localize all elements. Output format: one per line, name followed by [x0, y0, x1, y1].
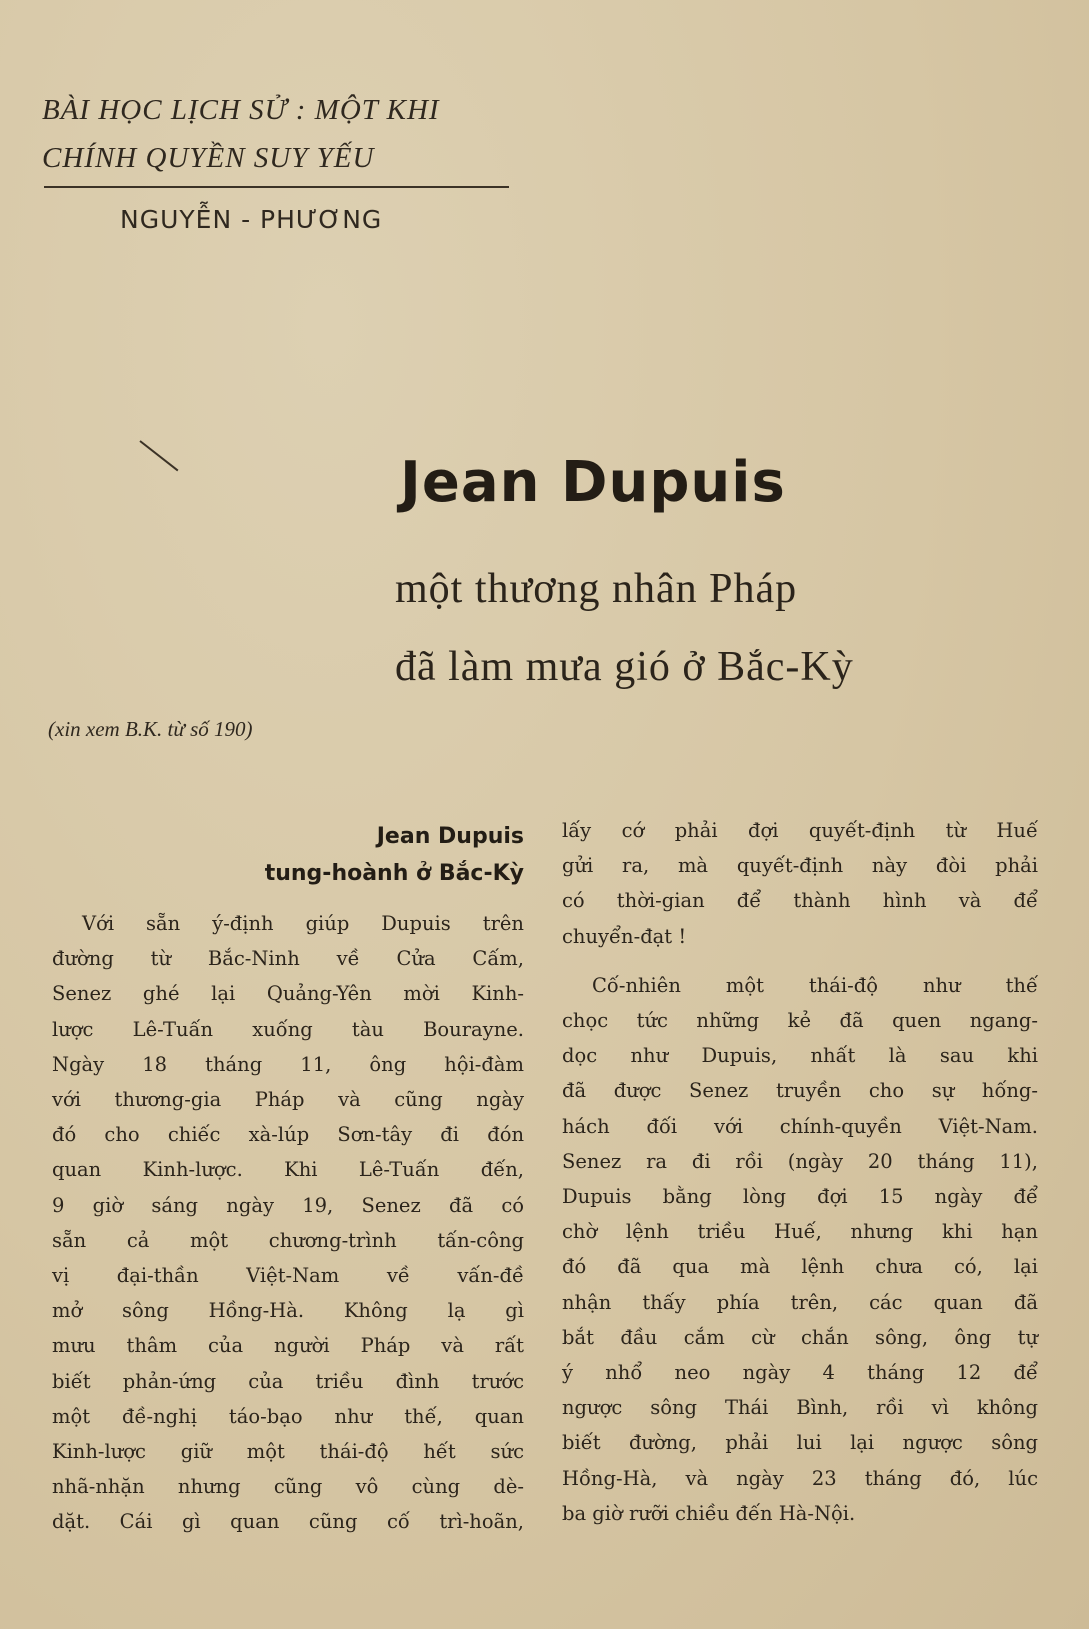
text-line: ý nhổ neo ngày 4 tháng 12 để: [562, 1361, 1038, 1385]
text-line: sẵn cả một chương-trình tấn-công: [52, 1228, 524, 1252]
text-line: Ngày 18 tháng 11, ông hội-đàm: [52, 1052, 524, 1076]
text-line: đó cho chiếc xà-lúp Sơn-tây đi đón: [52, 1123, 524, 1147]
text-line: đó đã qua mà lệnh chưa có, lại: [562, 1255, 1038, 1279]
article-title: Jean Dupuis: [400, 450, 786, 515]
text-line: Senez ghé lại Quảng-Yên mời Kinh-: [52, 982, 524, 1006]
text-line: mưu thâm của người Pháp và rất: [52, 1334, 524, 1358]
text-line: ba giờ rưỡi chiều đến Hà-Nội.: [562, 1501, 856, 1525]
left-column: [52, 818, 524, 1540]
author-name: NGUYỄN - PHƯƠNG: [120, 205, 383, 234]
left-paragraph: [52, 906, 524, 1540]
article-subtitle-line-2: đã làm mưa gió ở Bắc-Kỳ: [395, 644, 854, 690]
text-line: lấy cớ phải đợi quyết-định từ Huế: [562, 819, 1038, 842]
text-line: với thương-gia Pháp và cũng ngày: [52, 1088, 524, 1112]
title-divider: [44, 186, 509, 188]
text-line: Cố-nhiên một thái-độ như thế: [592, 973, 1038, 997]
text-line: Với sẵn ý-định giúp Dupuis trên: [82, 912, 524, 935]
text-line: đã được Senez truyền cho sự hống-: [562, 1079, 1038, 1103]
right-paragraph-1: [562, 813, 1038, 954]
series-reference: (xin xem B.K. từ số 190): [48, 717, 253, 741]
text-line: có thời-gian để thành hình và để: [562, 889, 1038, 913]
text-line: Hồng-Hà, và ngày 23 tháng đó, lúc: [562, 1466, 1038, 1490]
stray-pen-mark: [139, 440, 178, 471]
text-line: hách đối với chính-quyền Việt-Nam.: [562, 1114, 1038, 1138]
text-line: nhã-nhặn nhưng cũng vô cùng dè-: [52, 1475, 524, 1499]
section-heading-line-2: tung-hoành ở Bắc-Kỳ: [264, 861, 524, 886]
text-line: bắt đầu cắm cừ chắn sông, ông tự: [562, 1325, 1038, 1349]
text-line: dọc như Dupuis, nhất là sau khi: [562, 1044, 1038, 1068]
text-line: Senez ra đi rồi (ngày 20 tháng 11),: [562, 1149, 1038, 1173]
article-subtitle: [395, 550, 854, 706]
text-line: gửi ra, mà quyết-định này đòi phải: [562, 854, 1038, 878]
text-line: 9 giờ sáng ngày 19, Senez đã có: [52, 1193, 524, 1217]
text-line: biết phản-ứng của triều đình trước: [52, 1369, 524, 1393]
section-heading-line-1: Jean Dupuis: [376, 824, 524, 849]
text-line: chọc tức những kẻ đã quen ngang-: [562, 1009, 1038, 1033]
text-line: dặt. Cái gì quan cũng cố trì-hoãn,: [52, 1510, 524, 1534]
text-line: lược Lê-Tuấn xuống tàu Bourayne.: [52, 1017, 524, 1041]
article-subtitle-line-1: một thương nhân Pháp: [395, 566, 798, 612]
text-line: Dupuis bằng lòng đợi 15 ngày để: [562, 1185, 1038, 1209]
text-line: mở sông Hồng-Hà. Không lạ gì: [52, 1299, 524, 1323]
series-title-line-2: CHÍNH QUYỀN SUY YẾU: [42, 142, 375, 174]
right-paragraph-2: [562, 968, 1038, 1531]
text-line: đường từ Bắc-Ninh về Cửa Cấm,: [52, 947, 524, 971]
series-title: [42, 86, 512, 182]
text-line: Kinh-lược giữ một thái-độ hết sức: [52, 1440, 524, 1464]
section-heading: [52, 818, 524, 892]
series-title-line-1: BÀI HỌC LỊCH SỬ : MỘT KHI: [42, 94, 440, 126]
text-line: chờ lệnh triều Huế, nhưng khi hạn: [562, 1220, 1038, 1244]
text-line: quan Kinh-lược. Khi Lê-Tuấn đến,: [52, 1158, 524, 1182]
text-line: nhận thấy phía trên, các quan đã: [562, 1290, 1038, 1314]
paragraph-gap: [562, 954, 1038, 968]
text-line: vị đại-thần Việt-Nam về vấn-đề: [52, 1264, 524, 1288]
text-line: ngược sông Thái Bình, rồi vì không: [562, 1396, 1038, 1420]
text-line: biết đường, phải lui lại ngược sông: [562, 1431, 1038, 1455]
text-line: chuyển-đạt !: [562, 924, 687, 948]
text-line: một đề-nghị táo-bạo như thế, quan: [52, 1404, 524, 1428]
right-column: [562, 813, 1038, 1531]
